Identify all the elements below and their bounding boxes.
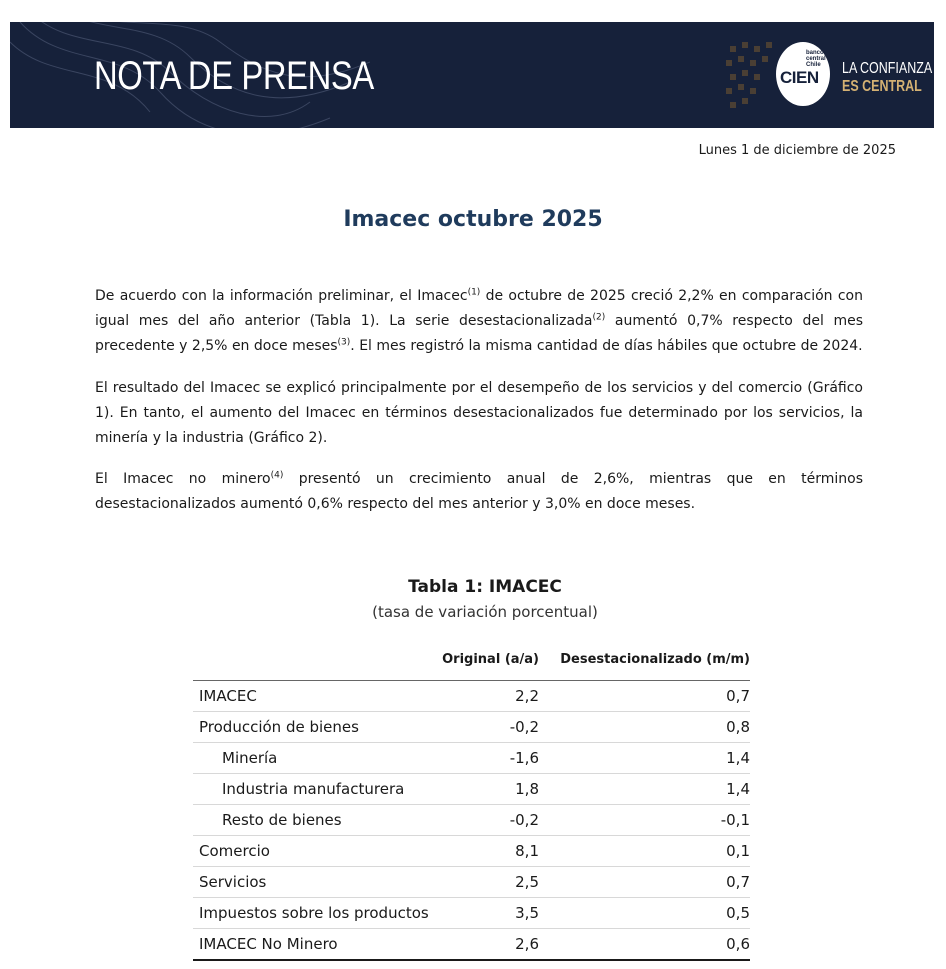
table-row (193, 898, 750, 929)
header-original: Original (a/a) (431, 643, 539, 681)
footnote-ref-2: (2) (592, 312, 606, 323)
row-label: Servicios (193, 867, 431, 898)
table-row (193, 681, 750, 712)
table-row (193, 867, 750, 898)
row-desest: 0,7 (539, 867, 750, 898)
footnote-ref-1: (1) (467, 287, 481, 298)
table-caption: Tabla 1: IMACEC (408, 577, 562, 597)
row-label: Resto de bienes (193, 805, 431, 836)
row-label: Minería (193, 743, 431, 774)
tagline-line2: ES CENTRAL (842, 78, 922, 95)
row-desest: 1,4 (539, 774, 750, 805)
table-row (193, 929, 750, 961)
row-original: -0,2 (431, 805, 539, 836)
table-row (193, 805, 750, 836)
footnote-ref-4: (4) (270, 470, 284, 481)
row-original: -0,2 (431, 712, 539, 743)
row-label: Producción de bienes (193, 712, 431, 743)
row-label: IMACEC (193, 681, 431, 712)
row-label: Industria manufacturera (193, 774, 431, 805)
row-desest: 1,4 (539, 743, 750, 774)
row-desest: 0,7 (539, 681, 750, 712)
header-label (193, 643, 431, 681)
press-release-banner (10, 22, 934, 128)
row-original: 2,2 (431, 681, 539, 712)
bank-logo-text: banco central Chile (806, 50, 826, 68)
paragraph-1: De acuerdo con la información preliminar, el Imacec$^{(1)}$ de octubre de 2025 creció 2,2% en comparación con igual mes del año anterior (Tabla 1). La serie desestacionalizada$^{(2)}$ aumentó 0,7% respecto del mes precedente y 2,5% en doce meses$^{(3)}$. El mes registró la misma cantidad de días hábiles que octubre de 2024. (95, 287, 863, 354)
row-original: 3,5 (431, 898, 539, 929)
row-label: Impuestos sobre los productos (193, 898, 431, 929)
table-row (193, 712, 750, 743)
row-label: Comercio (193, 836, 431, 867)
row-desest: -0,1 (539, 805, 750, 836)
footnote-ref-3: (3) (337, 337, 351, 348)
table-row (193, 743, 750, 774)
row-label: IMACEC No Minero (193, 929, 431, 961)
cien-logo-text: CIEN (780, 68, 819, 87)
row-desest: 0,1 (539, 836, 750, 867)
row-original: -1,6 (431, 743, 539, 774)
row-original: 1,8 (431, 774, 539, 805)
imacec-table (193, 643, 750, 961)
header-desest: Desestacionalizado (m/m) (539, 643, 750, 681)
paragraph-3: El Imacec no minero$^{(4)}$ presentó un crecimiento anual de 2,6%, mientras que en términos desestacionalizados aumentó 0,6% respecto del mes anterior y 3,0% en doce meses. (95, 470, 864, 512)
row-desest: 0,8 (539, 712, 750, 743)
paragraph-2: El resultado del Imacec se explicó principalmente por el desempeño de los servicios y del comercio (Gráfico 1). En tanto, el aumento del Imacec en términos desestacionalizados fue determinado por los servicios, la minería y la industria (Gráfico 2). (95, 380, 863, 446)
document-title: Imacec octubre 2025 (343, 207, 603, 232)
row-original: 8,1 (431, 836, 539, 867)
row-original: 2,6 (431, 929, 539, 961)
tagline-line1: LA CONFIANZA (842, 60, 933, 77)
table-row (193, 774, 750, 805)
table-row (193, 836, 750, 867)
table-header-row (193, 643, 750, 681)
table-subcaption: (tasa de variación porcentual) (372, 603, 598, 621)
row-desest: 0,6 (539, 929, 750, 961)
row-desest: 0,5 (539, 898, 750, 929)
release-date: Lunes 1 de diciembre de 2025 (698, 143, 896, 158)
banner-title: NOTA DE PRENSA (94, 54, 374, 98)
row-original: 2,5 (431, 867, 539, 898)
